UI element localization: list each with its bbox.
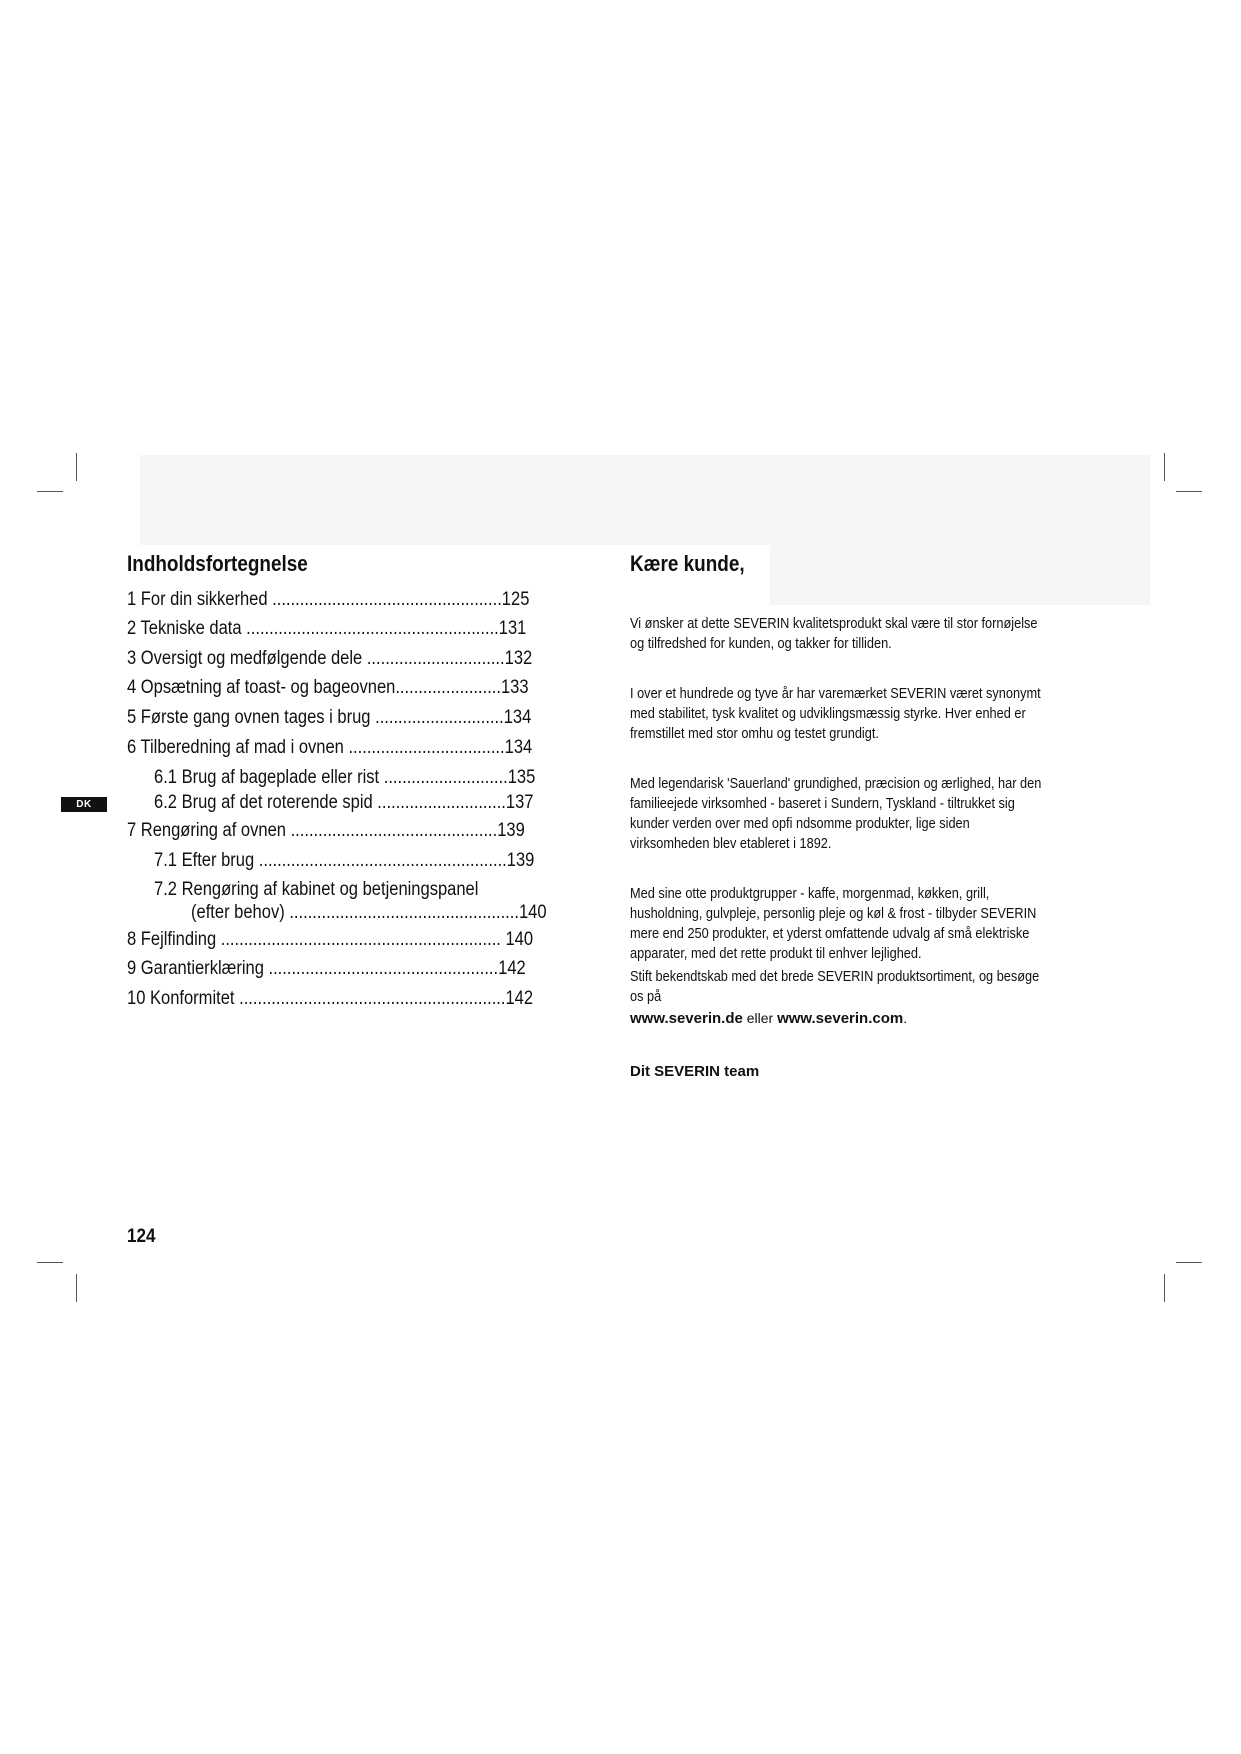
toc-page: 133 (500, 677, 529, 698)
toc-label: 7.2 Rengøring af kabinet og betjeningspanel (154, 879, 479, 900)
crop-mark (37, 1262, 63, 1263)
toc-dots: ............................ (377, 792, 506, 813)
toc-page: 142 (498, 958, 526, 979)
toc-page: 134 (503, 707, 532, 728)
toc-dots: .......................................................... (239, 988, 506, 1009)
toc-label: 7.1 Efter brug (154, 850, 255, 871)
toc-dots: .................................................. (268, 958, 499, 979)
severin-de-link[interactable]: www.severin.de (630, 1010, 743, 1027)
toc-dots: ...................................................... (258, 850, 507, 871)
intro-paragraph: Med sine otte produktgrupper - kaffe, morgenmad, køkken, grill, husholdning, gulvpleje, personlig pleje og køl & frost - tilbyder SEVERIN mere end 250 produkter, et yderst omfattende udvalg af små elektriske apparater, med det rette produkt til enhver lejlighed. (630, 886, 1037, 962)
crop-mark (76, 453, 77, 481)
severin-com-link[interactable]: www.severin.com (777, 1010, 904, 1027)
toc-dots: .............................. (366, 648, 505, 669)
toc-dots: ............................ (375, 707, 504, 728)
toc-row[interactable] (127, 677, 529, 699)
intro-paragraph: Stift bekendtskab med det brede SEVERIN produktsortiment, og besøge os på (630, 969, 1040, 1005)
crop-mark (1176, 491, 1202, 492)
toc-dots: .................................................. (272, 589, 502, 610)
link-joiner: eller (742, 1010, 778, 1026)
signoff: Dit SEVERIN team (630, 1063, 760, 1080)
toc-row[interactable] (127, 820, 525, 842)
toc-row[interactable] (154, 767, 535, 789)
toc-row[interactable] (191, 902, 547, 924)
toc-page: 134 (504, 737, 533, 758)
crop-mark (37, 491, 63, 492)
toc-label: 6.2 Brug af det roterende spid (154, 792, 373, 813)
toc-row[interactable] (127, 958, 526, 980)
toc-label: 5 Første gang ovnen tages i brug (127, 707, 371, 728)
toc-row[interactable] (127, 648, 532, 670)
toc-page: 137 (505, 792, 534, 813)
toc-heading: Indholdsfortegnelse (127, 551, 308, 576)
scan-shading (770, 530, 1150, 605)
toc-dots: ....................... (395, 677, 501, 698)
website-links (630, 1010, 907, 1027)
toc-row[interactable] (127, 988, 533, 1010)
toc-page: 131 (498, 618, 527, 639)
intro-paragraph: I over et hundrede og tyve år har varemærket SEVERIN været synonymt med stabilitet, tysk kvalitet og udviklingsmæssig styrke. Hver enhed er fremstillet med stor omhu og testet grundigt. (630, 686, 1041, 742)
toc-label: 4 Opsætning af toast- og bageovnen (127, 677, 396, 698)
intro-paragraph: Med legendarisk 'Sauerland' grundighed, præcision og ærlighed, har den familieejede virksomhed - baseret i Sundern, Tyskland - tiltrukket sig kunder verden over med opfi ndsomme produkter, lige siden virksomheden blev etableret i 1892. (630, 776, 1042, 852)
toc-dots: ............................................. (290, 820, 498, 841)
toc-label: 2 Tekniske data (127, 618, 242, 639)
crop-mark (1176, 1262, 1202, 1263)
toc-page: 139 (506, 850, 535, 871)
crop-mark (1164, 453, 1165, 481)
intro-paragraph: Vi ønsker at dette SEVERIN kvalitetsprodukt skal være til stor fornøjelse og tilfredshed for kunden, og takker for tilliden. (630, 616, 1038, 652)
toc-page: 125 (501, 589, 530, 610)
crop-mark (76, 1274, 77, 1302)
link-end: . (903, 1010, 908, 1026)
toc-page: 140 (518, 902, 547, 923)
toc-row[interactable] (127, 589, 529, 611)
page-number: 124 (127, 1226, 156, 1247)
toc-label: 7 Rengøring af ovnen (127, 820, 286, 841)
language-tab: DK (61, 797, 107, 812)
toc-row[interactable] (127, 929, 533, 951)
toc-label: 9 Garantierklæring (127, 958, 264, 979)
toc-dots: .................................. (348, 737, 505, 758)
toc-label: 3 Oversigt og medfølgende dele (127, 648, 363, 669)
toc-label: 6.1 Brug af bageplade eller rist (154, 767, 380, 788)
toc-label: (efter behov) (191, 902, 285, 923)
toc-row[interactable] (154, 792, 533, 814)
toc-label: 1 For din sikkerhed (127, 589, 268, 610)
toc-page: 140 (505, 929, 534, 950)
crop-mark (1164, 1274, 1165, 1302)
toc-label: 10 Konformitet (127, 988, 235, 1009)
toc-label: 6 Tilberedning af mad i ovnen (127, 737, 344, 758)
toc-row[interactable] (154, 879, 478, 901)
toc-row[interactable] (127, 707, 531, 729)
toc-dots: ............................................................. (220, 929, 501, 950)
toc-row[interactable] (127, 737, 532, 759)
greeting-heading: Kære kunde, (630, 551, 745, 576)
toc-row[interactable] (154, 850, 534, 872)
toc-page: 139 (497, 820, 525, 841)
toc-dots: .................................................. (289, 902, 519, 923)
toc-row[interactable] (127, 618, 526, 640)
toc-page: 132 (504, 648, 533, 669)
toc-dots: ........................... (383, 767, 508, 788)
toc-label: 8 Fejlfinding (127, 929, 217, 950)
toc-page: 142 (505, 988, 534, 1009)
toc-page: 135 (507, 767, 536, 788)
toc-dots: ....................................................... (246, 618, 499, 639)
